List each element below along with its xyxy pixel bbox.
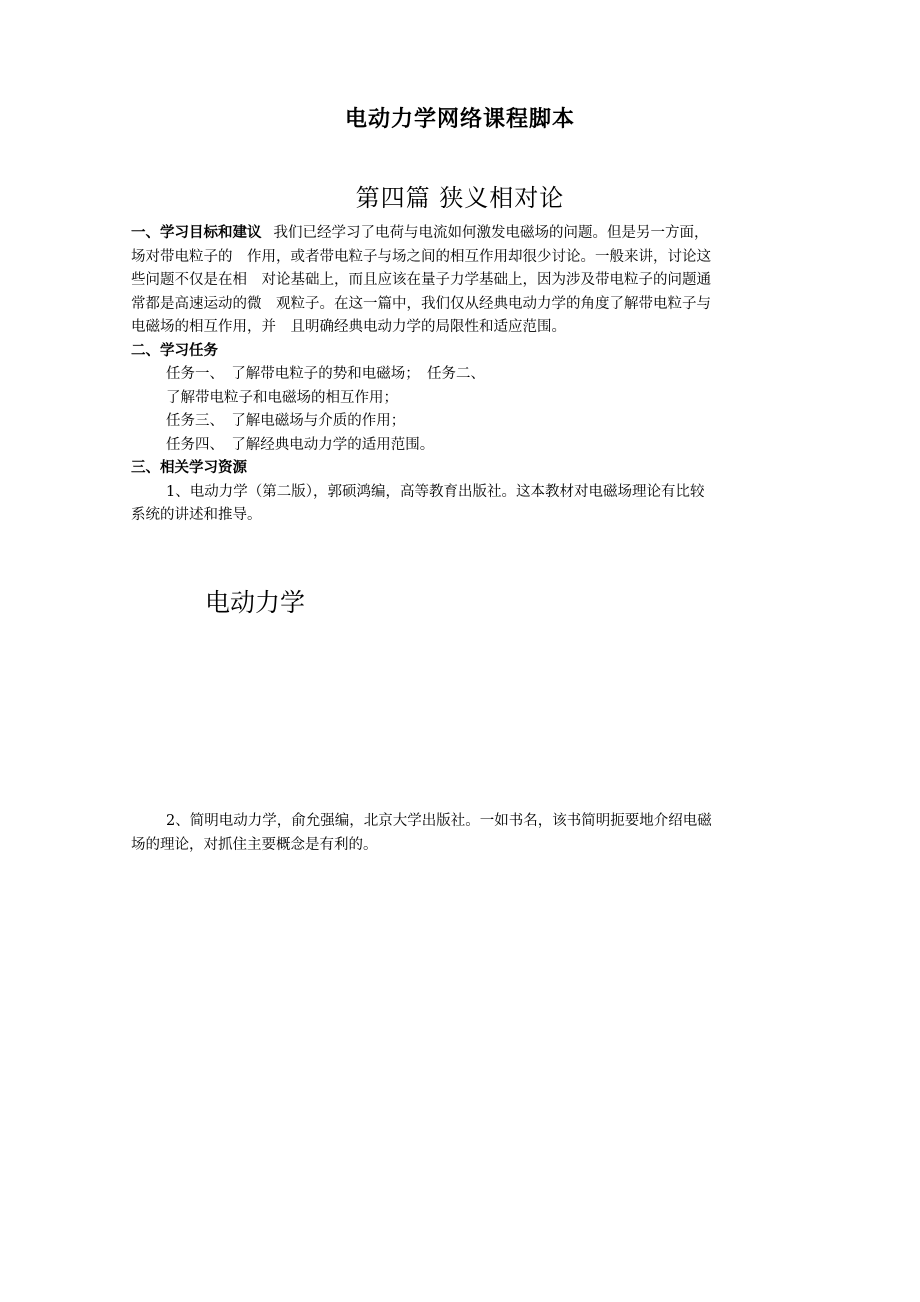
section1-first-line <box>131 222 795 246</box>
resource1-line2: 系统的讲述和推导。 <box>131 507 262 523</box>
section1-heading: 一、学习目标和建议 <box>131 225 262 241</box>
section3-heading: 三、相关学习资源 <box>131 460 247 476</box>
task-line-4: 任务四、 了解经典电动力学的适用范围。 <box>166 436 435 453</box>
book-cover-label: 电动力学 <box>205 588 306 617</box>
resource1-line1: 1、电动力学（第二版），郭硕鸿编，高等教育出版社。这本教材对电磁场理论有比较 <box>166 483 705 500</box>
section1-text-line1: 我们已经学习了电荷与电流如何激发电磁场的问题。但是另一方面， <box>273 225 709 241</box>
resource2-line2: 场的理论，对抓住主要概念是有利的。 <box>131 836 378 853</box>
section1-text-line3: 些问题不仅是在相 对论基础上，而且应该在量子力学基础上，因为涉及带电粒子的问题通 <box>131 272 711 288</box>
section2-heading: 二、学习任务 <box>131 342 218 359</box>
document-subtitle: 第四篇 狭义相对论 <box>355 184 565 212</box>
document-title: 电动力学网络课程脚本 <box>344 107 575 132</box>
main-text-block <box>131 222 795 528</box>
section1-text-line2: 场对带电粒子的 作用，或者带电粒子与场之间的相互作用却很少讨论。一般来讲，讨论这 <box>131 248 711 265</box>
task-line-3: 任务三、 了解电磁场与介质的作用； <box>166 413 406 429</box>
task-line-2: 了解带电粒子和电磁场的相互作用； <box>166 389 398 406</box>
resource2-line1: 2、简明电动力学，俞允强编，北京大学出版社。一如书名，该书简明扼要地介绍电磁 <box>166 813 712 829</box>
section1-text-line5: 电磁场的相互作用，并 且明确经典电动力学的局限性和适应范围。 <box>131 319 566 335</box>
resource2-block <box>131 810 795 857</box>
task-line-1: 任务一、 了解带电粒子的势和电磁场； 任务二、 <box>166 366 485 382</box>
section1-text-line4: 常都是高速运动的微 观粒子。在这一篇中，我们仅从经典电动力学的角度了解带电粒子与 <box>131 295 711 312</box>
